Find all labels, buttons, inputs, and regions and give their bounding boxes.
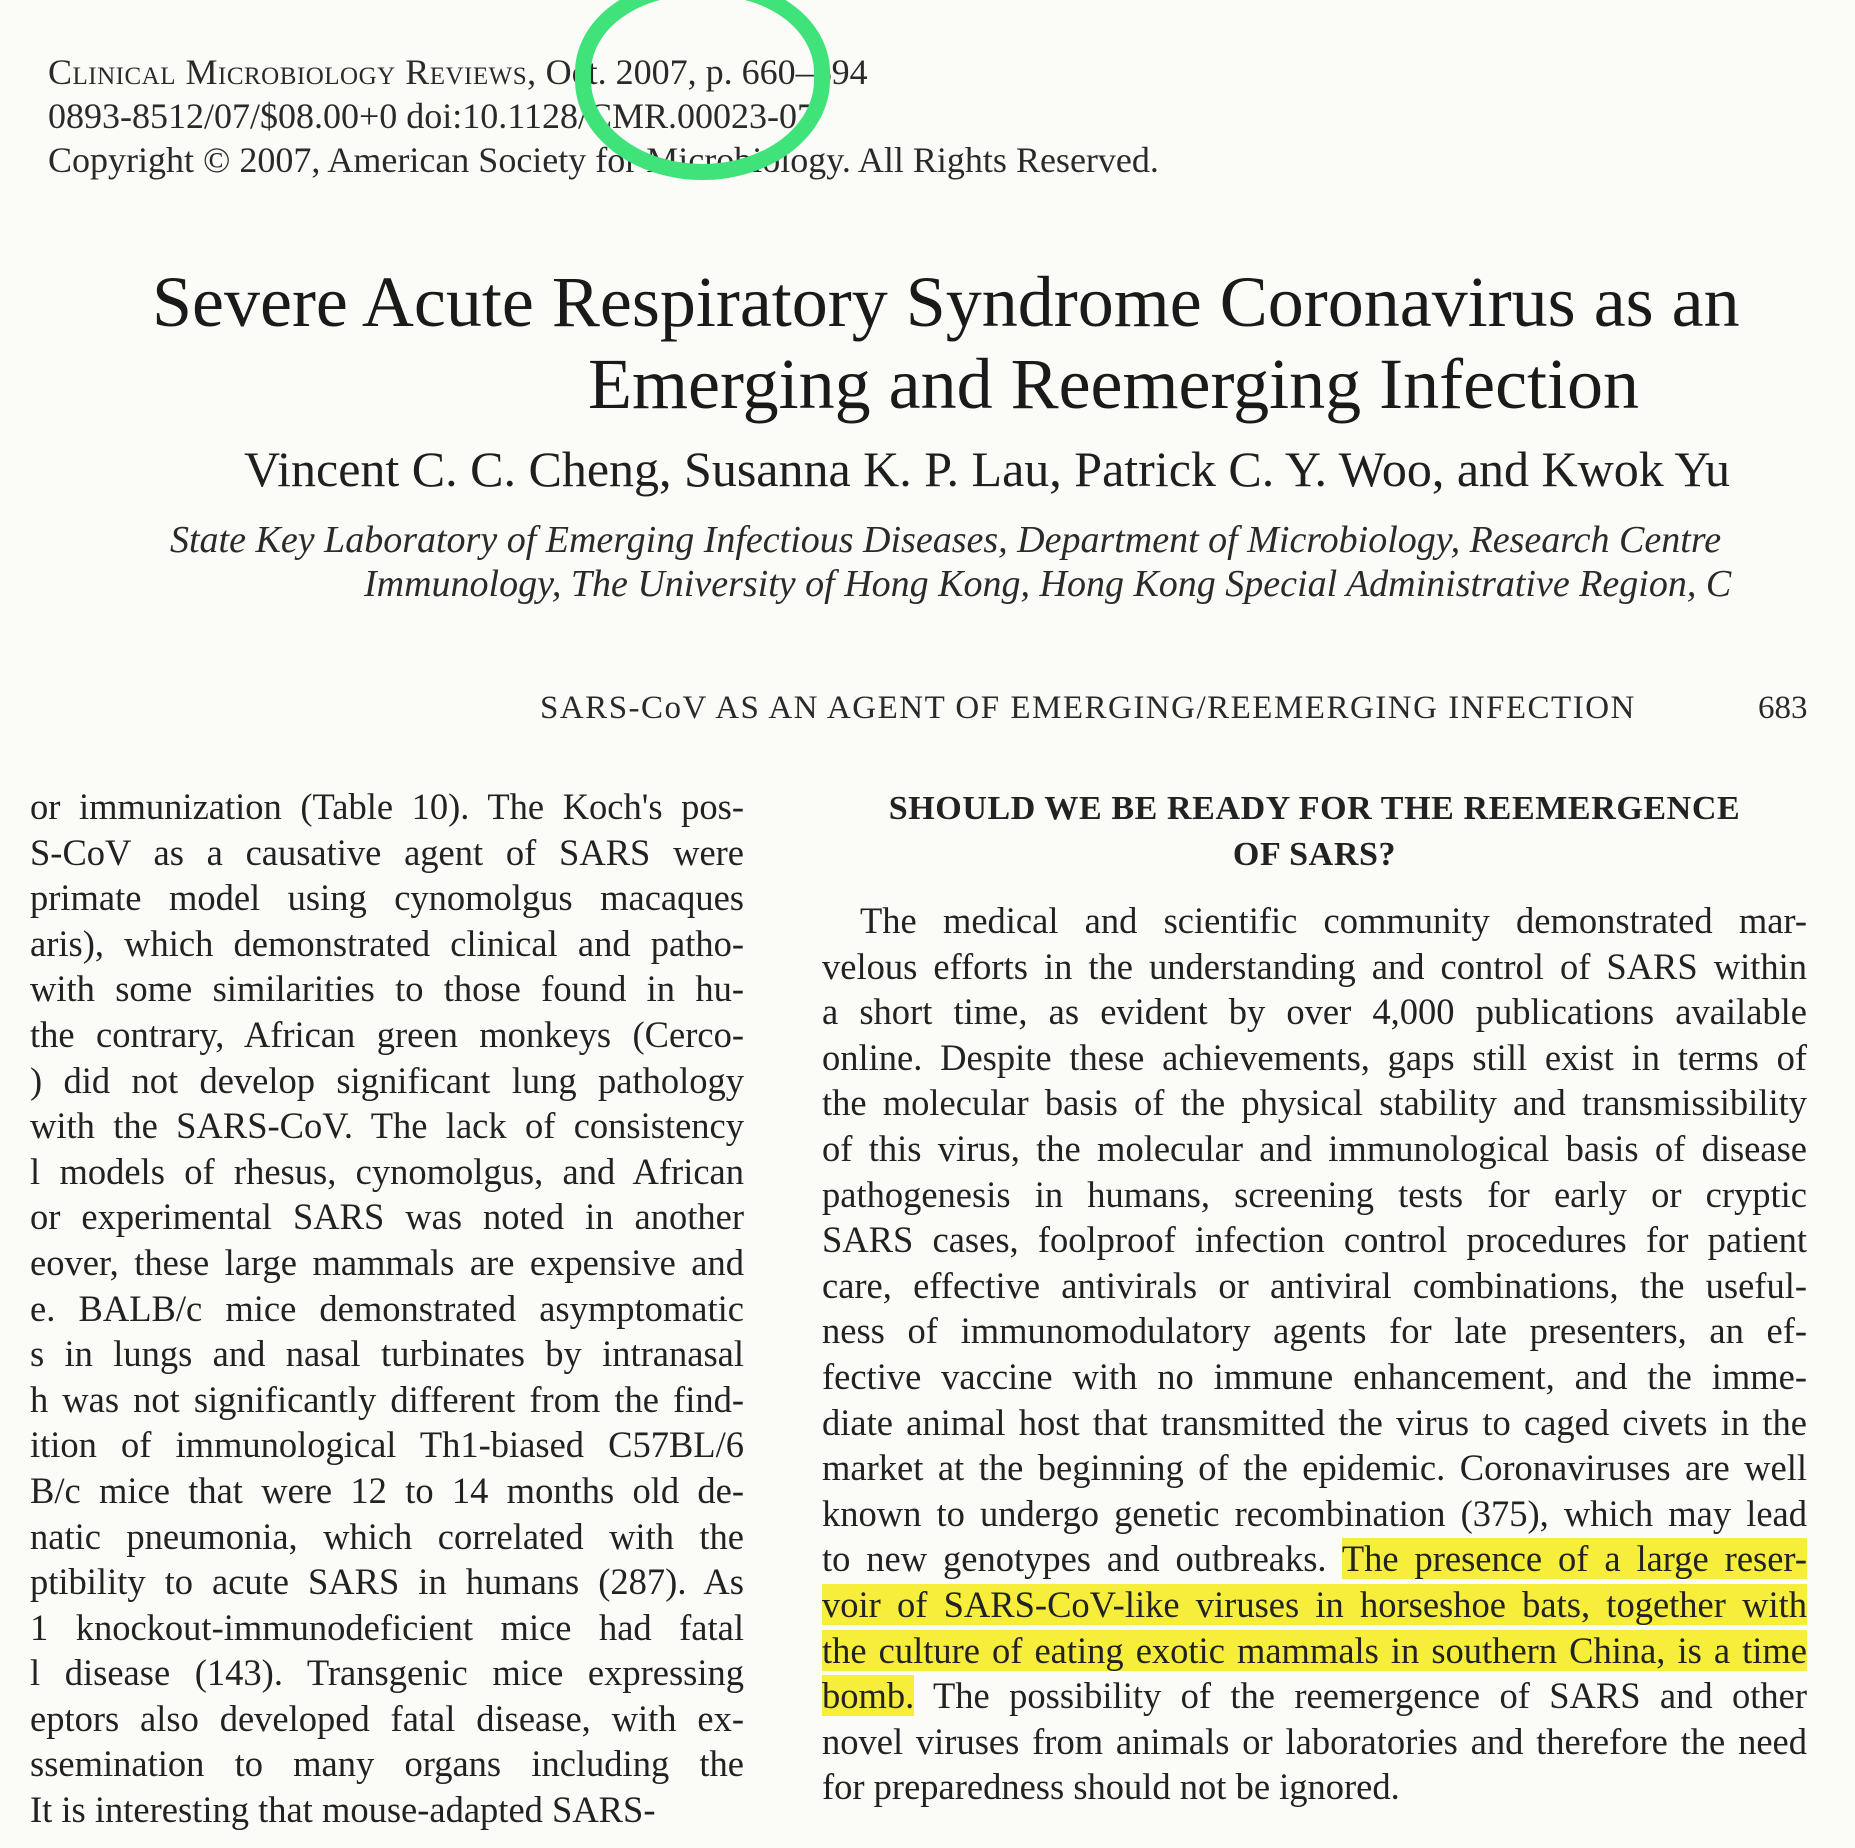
left-column-line: or experimental SARS was noted in another [30, 1196, 744, 1238]
running-head: SARS-CoV AS AN AGENT OF EMERGING/REEMERGING INFECTION [540, 690, 1636, 726]
right-column-line: known to undergo genetic recombination (375), which may lead [822, 1492, 1807, 1534]
left-column-line: S-CoV as a causative agent of SARS were [30, 831, 744, 873]
right-column-line: bomb. The possibility of the reemergence of SARS and other [822, 1675, 1807, 1717]
section-heading-line1: SHOULD WE BE READY FOR THE REEMERGENCE [888, 790, 1741, 827]
right-column-line: to new genotypes and outbreaks. The presence of a large reser- [822, 1538, 1807, 1580]
affiliation-line2: Immunology, The University of Hong Kong, Hong Kong Special Administrative Region, C [364, 563, 1732, 605]
left-column-line: e. BALB/c mice demonstrated asymptomatic [30, 1287, 744, 1329]
right-column-line [822, 1628, 1807, 1674]
author-list: Vincent C. C. Cheng, Susanna K. P. Lau, Patrick C. Y. Woo, and Kwok Yu [244, 441, 1730, 497]
right-column-line: SARS cases, foolproof infection control procedures for patient [822, 1219, 1807, 1261]
section-heading-line2: OF SARS? [1232, 836, 1397, 873]
right-column-line: The medical and scientific community demonstrated mar- [860, 900, 1807, 941]
right-column-line: novel viruses from animals or laboratories and therefore the need [822, 1720, 1807, 1762]
left-column-line: ition of immunological Th1-biased C57BL/6 [30, 1424, 744, 1466]
right-column-line: ness of immunomodulatory agents for late presenters, an ef- [822, 1310, 1807, 1352]
highlighted-text: voir of SARS-CoV-like viruses in horseshoe bats, together with [822, 1583, 1807, 1625]
left-column-line: aris), which demonstrated clinical and patho- [30, 922, 744, 964]
left-column-line: with the SARS-CoV. The lack of consistency [30, 1105, 744, 1147]
right-column-line: pathogenesis in humans, screening tests for early or cryptic [822, 1173, 1807, 1215]
doi-line: 0893-8512/07/$08.00+0 doi:10.1128/CMR.00023-07 [48, 96, 815, 136]
left-column-line: the contrary, African green monkeys (Cerco- [30, 1013, 744, 1055]
left-column-line: 1 knockout-immunodeficient mice had fatal [30, 1606, 744, 1648]
left-column-line: primate model using cynomolgus macaques [30, 877, 744, 919]
left-column-line: h was not significantly different from the find- [30, 1378, 744, 1420]
left-column-line: ptibility to acute SARS in humans (287). As [30, 1561, 744, 1603]
issue-date-pages: Oct. 2007, p. 660–694 [545, 52, 868, 92]
affiliation-line1: State Key Laboratory of Emerging Infectious Diseases, Department of Microbiology, Research Centre [170, 519, 1722, 561]
left-column-line: ) did not develop significant lung pathology [30, 1059, 744, 1101]
left-column-line: It is interesting that mouse-adapted SARS- [30, 1789, 656, 1831]
right-column-line: velous efforts in the understanding and control of SARS within [822, 945, 1807, 987]
page-number: 683 [1758, 690, 1808, 726]
left-column-line: eptors also developed fatal disease, with ex- [30, 1697, 744, 1739]
right-column-line [822, 1582, 1807, 1628]
right-column-line: of this virus, the molecular and immunological basis of disease [822, 1127, 1807, 1169]
left-column-line: natic pneumonia, which correlated with the [30, 1515, 744, 1557]
right-column-line: diate animal host that transmitted the virus to caged civets in the [822, 1401, 1807, 1443]
left-column-line: ssemination to many organs including the [30, 1743, 744, 1785]
highlighted-text: the culture of eating exotic mammals in southern China, is a time [822, 1629, 1807, 1671]
left-column-line: l models of rhesus, cynomolgus, and African [30, 1150, 744, 1192]
left-column-line: l disease (143). Transgenic mice expressing [30, 1652, 744, 1694]
left-column-line: B/c mice that were 12 to 14 months old de- [30, 1469, 744, 1511]
right-column-line: fective vaccine with no immune enhancement, and the imme- [822, 1355, 1807, 1397]
left-column-line: or immunization (Table 10). The Koch's pos- [30, 786, 744, 827]
highlighted-text: bomb. [822, 1675, 915, 1717]
copyright-line: Copyright © 2007, American Society for Microbiology. All Rights Reserved. [48, 140, 1159, 180]
article-title-line1: Severe Acute Respiratory Syndrome Coronavirus as an [152, 262, 1740, 342]
right-column-line: online. Despite these achievements, gaps still exist in terms of [822, 1036, 1807, 1078]
right-column-text [822, 898, 1807, 1810]
right-column-line: market at the beginning of the epidemic. Coronaviruses are well [822, 1447, 1807, 1489]
right-column-line: care, effective antivirals or antiviral combinations, the useful- [822, 1264, 1807, 1306]
right-column-line: for preparedness should not be ignored. [822, 1766, 1400, 1808]
left-column-line: s in lungs and nasal turbinates by intranasal [30, 1333, 744, 1375]
right-column-line: the molecular basis of the physical stability and transmissibility [822, 1082, 1807, 1124]
highlighted-text: The presence of a large reser- [1341, 1538, 1807, 1580]
journal-name: Clinical Microbiology Reviews, [48, 52, 537, 92]
left-column-line: with some similarities to those found in hu- [30, 968, 744, 1010]
article-title-line2: Emerging and Reemerging Infection [588, 344, 1640, 424]
left-column-line: eover, these large mammals are expensive and [30, 1241, 744, 1283]
right-column-line: a short time, as evident by over 4,000 publications available [822, 991, 1807, 1033]
left-column-text [30, 784, 744, 1833]
